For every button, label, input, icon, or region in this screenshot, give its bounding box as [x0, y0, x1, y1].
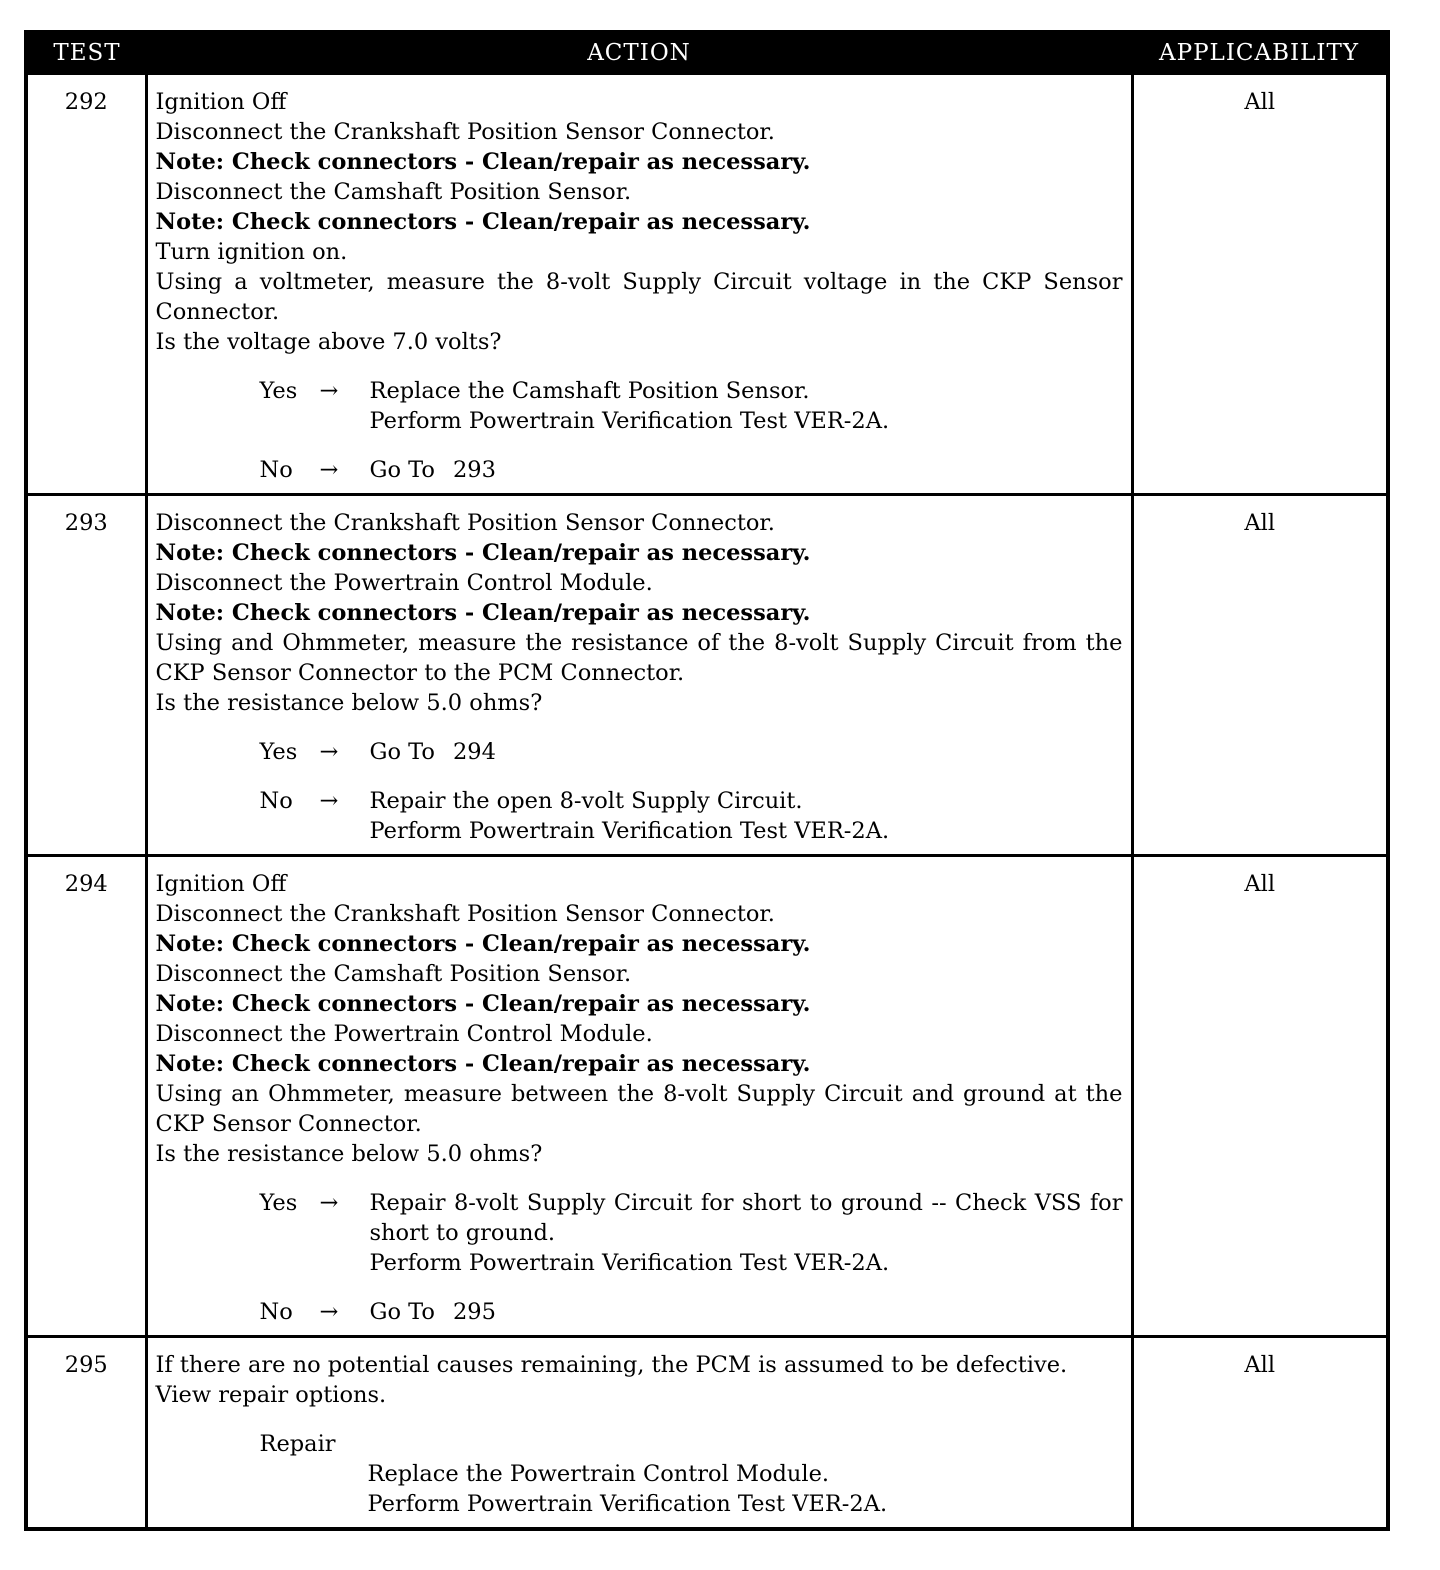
goto-number: 293 [452, 457, 496, 483]
no-label: No [259, 1299, 293, 1325]
action-cell [146, 74, 1132, 495]
no-result [370, 786, 1123, 846]
test-number: 295 [26, 1337, 146, 1530]
action-step: Disconnect the Crankshaft Position Sensor Connector. [155, 119, 775, 145]
action-step: Disconnect the Camshaft Position Sensor. [155, 179, 632, 205]
applicability-value: All [1132, 74, 1388, 495]
test-number: 294 [26, 856, 146, 1337]
note-step: Note: Check connectors - Clean/repair as necessary. [155, 991, 811, 1017]
action-step: Is the resistance below 5.0 ohms? [155, 690, 543, 716]
diagnostic-table [24, 30, 1390, 1531]
no-label: No [259, 457, 293, 483]
action-step: Disconnect the Powertrain Control Module. [155, 570, 653, 596]
table-row [26, 74, 1388, 495]
no-outcome [260, 786, 1123, 846]
action-step: Is the resistance below 5.0 ohms? [155, 1141, 543, 1167]
note-step: Note: Check connectors - Clean/repair as necessary. [155, 1051, 811, 1077]
test-number: 292 [26, 74, 146, 495]
action-cell [146, 1337, 1132, 1530]
action-step: Using an Ohmmeter, measure between the 8-volt Supply Circuit and ground at the CKP Sensor Connector. [155, 1081, 1123, 1137]
table-row [26, 856, 1388, 1337]
header-action: ACTION [146, 32, 1132, 74]
action-step: Turn ignition on. [155, 239, 348, 265]
no-result [370, 455, 1123, 485]
table-header-row [26, 32, 1388, 74]
action-step: Ignition Off [155, 871, 287, 897]
arrow-right-icon: → [319, 457, 339, 483]
result-line: Perform Powertrain Verification Test VER-2A. [369, 818, 890, 844]
action-cell [146, 856, 1132, 1337]
yes-result [370, 737, 1123, 767]
repair-options [368, 1459, 1123, 1519]
note-step: Note: Check connectors - Clean/repair as necessary. [155, 149, 811, 175]
yes-outcome [260, 1188, 1123, 1278]
yes-result [370, 1188, 1123, 1278]
result-line: Perform Powertrain Verification Test VER-2A. [369, 1250, 890, 1276]
note-step: Note: Check connectors - Clean/repair as necessary. [155, 209, 811, 235]
no-result [370, 1297, 1123, 1327]
arrow-right-icon: → [319, 1299, 339, 1325]
table-body [26, 74, 1388, 1530]
test-number: 293 [26, 495, 146, 856]
table-row [26, 495, 1388, 856]
action-step: Ignition Off [155, 89, 287, 115]
action-step: Using a voltmeter, measure the 8-volt Supply Circuit voltage in the CKP Sensor Connector. [155, 269, 1123, 325]
arrow-right-icon: → [319, 788, 339, 814]
result-line: Replace the Camshaft Position Sensor. [369, 378, 810, 404]
arrow-right-icon: → [319, 1190, 339, 1216]
note-step: Note: Check connectors - Clean/repair as necessary. [155, 540, 811, 566]
note-step: Note: Check connectors - Clean/repair as necessary. [155, 600, 811, 626]
action-step: Disconnect the Powertrain Control Module. [155, 1021, 653, 1047]
goto-number: 294 [452, 739, 496, 765]
result-line: Repair 8-volt Supply Circuit for short to ground -- Check VSS for short to ground. [369, 1190, 1123, 1246]
header-applicability: APPLICABILITY [1132, 32, 1388, 74]
yes-label: Yes [259, 378, 298, 404]
repair-label: Repair [259, 1431, 336, 1457]
goto-label: Go To [369, 1299, 435, 1325]
action-step: If there are no potential causes remaining, the PCM is assumed to be defective. [155, 1352, 1068, 1378]
yes-result [370, 376, 1123, 436]
no-outcome [260, 455, 1123, 485]
repair-line: Replace the Powertrain Control Module. [367, 1461, 830, 1487]
applicability-value: All [1132, 495, 1388, 856]
no-outcome [260, 1297, 1123, 1327]
yes-label: Yes [259, 739, 298, 765]
arrow-right-icon: → [319, 739, 339, 765]
result-line: Repair the open 8-volt Supply Circuit. [369, 788, 803, 814]
action-step: View repair options. [155, 1382, 387, 1408]
note-step: Note: Check connectors - Clean/repair as necessary. [155, 931, 811, 957]
action-step: Disconnect the Crankshaft Position Sensor Connector. [155, 901, 775, 927]
goto-number: 295 [452, 1299, 496, 1325]
yes-outcome [260, 376, 1123, 436]
arrow-right-icon: → [319, 378, 339, 404]
no-label: No [259, 788, 293, 814]
action-step: Using and Ohmmeter, measure the resistance of the 8-volt Supply Circuit from the CKP Sensor Connector to the PCM Connector. [155, 630, 1123, 686]
table-row [26, 1337, 1388, 1530]
applicability-value: All [1132, 856, 1388, 1337]
yes-outcome [260, 737, 1123, 767]
goto-label: Go To [369, 457, 435, 483]
result-line: Perform Powertrain Verification Test VER-2A. [369, 408, 890, 434]
applicability-value: All [1132, 1337, 1388, 1530]
action-step: Disconnect the Crankshaft Position Sensor Connector. [155, 510, 775, 536]
goto-label: Go To [369, 739, 435, 765]
header-test: TEST [26, 32, 146, 74]
action-step: Is the voltage above 7.0 volts? [155, 329, 502, 355]
diagnostic-sheet [24, 30, 1386, 1531]
yes-label: Yes [259, 1190, 298, 1216]
repair-line: Perform Powertrain Verification Test VER-2A. [367, 1491, 888, 1517]
action-step: Disconnect the Camshaft Position Sensor. [155, 961, 632, 987]
action-cell [146, 495, 1132, 856]
